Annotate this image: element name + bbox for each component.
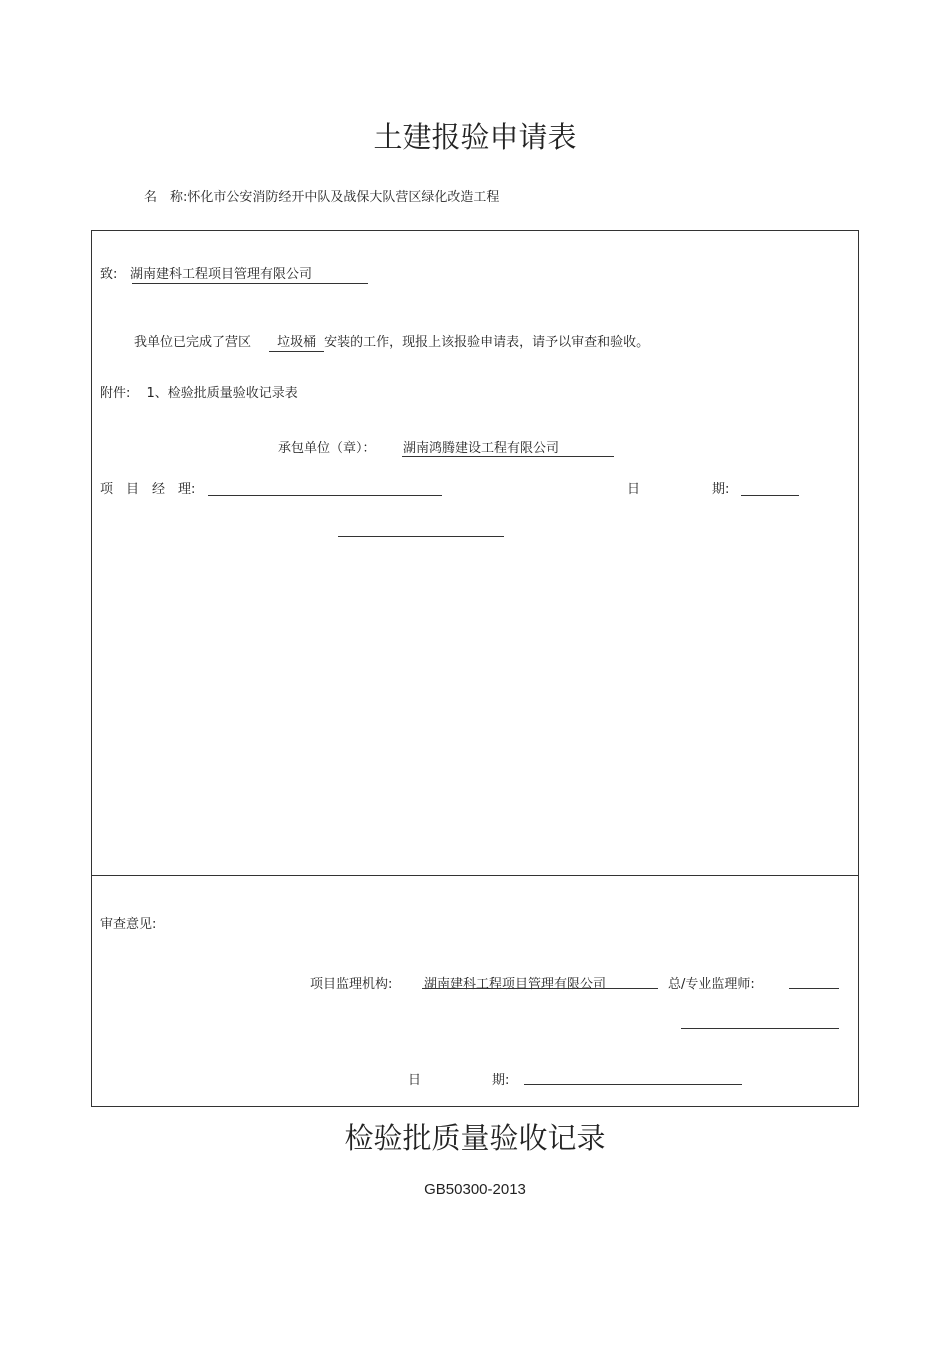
date1-label-b: 期:	[712, 482, 730, 497]
contractor-underline	[402, 456, 614, 457]
statement-item: 垃圾桶	[269, 335, 324, 352]
chief-engineer-label: 总/专业监理师:	[668, 977, 755, 992]
date2-label-b: 期:	[492, 1073, 510, 1088]
engineer-signature-line	[681, 1028, 839, 1029]
project-manager-signature-line	[208, 495, 442, 496]
contractor-label: 承包单位（章）：	[278, 441, 376, 456]
statement-suffix: 安装的工作，现报上该报验申请表，请予以审查和验收。	[324, 335, 650, 350]
addressee-value: 湖南建科工程项目管理有限公司	[130, 267, 313, 282]
section-divider	[92, 875, 858, 876]
contractor-value: 湖南鸿腾建设工程有限公司	[403, 441, 560, 456]
supervisor-label: 项目监理机构:	[310, 977, 393, 992]
form-title: 土建报验申请表	[373, 120, 577, 154]
application-form-frame	[91, 230, 859, 1107]
project-name-label: 名 称:	[144, 190, 188, 205]
supervisor-value: 湖南建科工程项目管理有限公司	[424, 977, 607, 992]
project-name-value: 怀化市公安消防经开中队及战保大队营区绿化改造工程	[187, 190, 500, 205]
attachment-label: 附件:	[100, 386, 131, 401]
date1-label-a: 日	[627, 482, 641, 497]
date1-line	[741, 495, 799, 496]
date2-line	[524, 1084, 742, 1085]
inspection-record-title: 检验批质量验收记录	[344, 1121, 606, 1155]
project-manager-label: 项 目 经 理:	[100, 482, 196, 497]
addressee-label: 致:	[100, 267, 118, 282]
statement-prefix: 我单位已完成了营区	[134, 335, 252, 350]
project-name-row	[144, 186, 499, 205]
blank-signature-line	[338, 536, 504, 537]
chief-engineer-line	[789, 988, 839, 989]
addressee-underline	[132, 283, 368, 284]
attachment-value: 1、检验批质量验收记录表	[146, 386, 298, 401]
standard-code: GB50300-2013	[424, 1181, 526, 1198]
attachment-row	[100, 382, 298, 401]
statement-text	[134, 331, 649, 350]
supervisor-underline	[422, 988, 658, 989]
date2-label-a: 日	[408, 1073, 422, 1088]
review-opinion-label: 审查意见:	[100, 917, 157, 932]
